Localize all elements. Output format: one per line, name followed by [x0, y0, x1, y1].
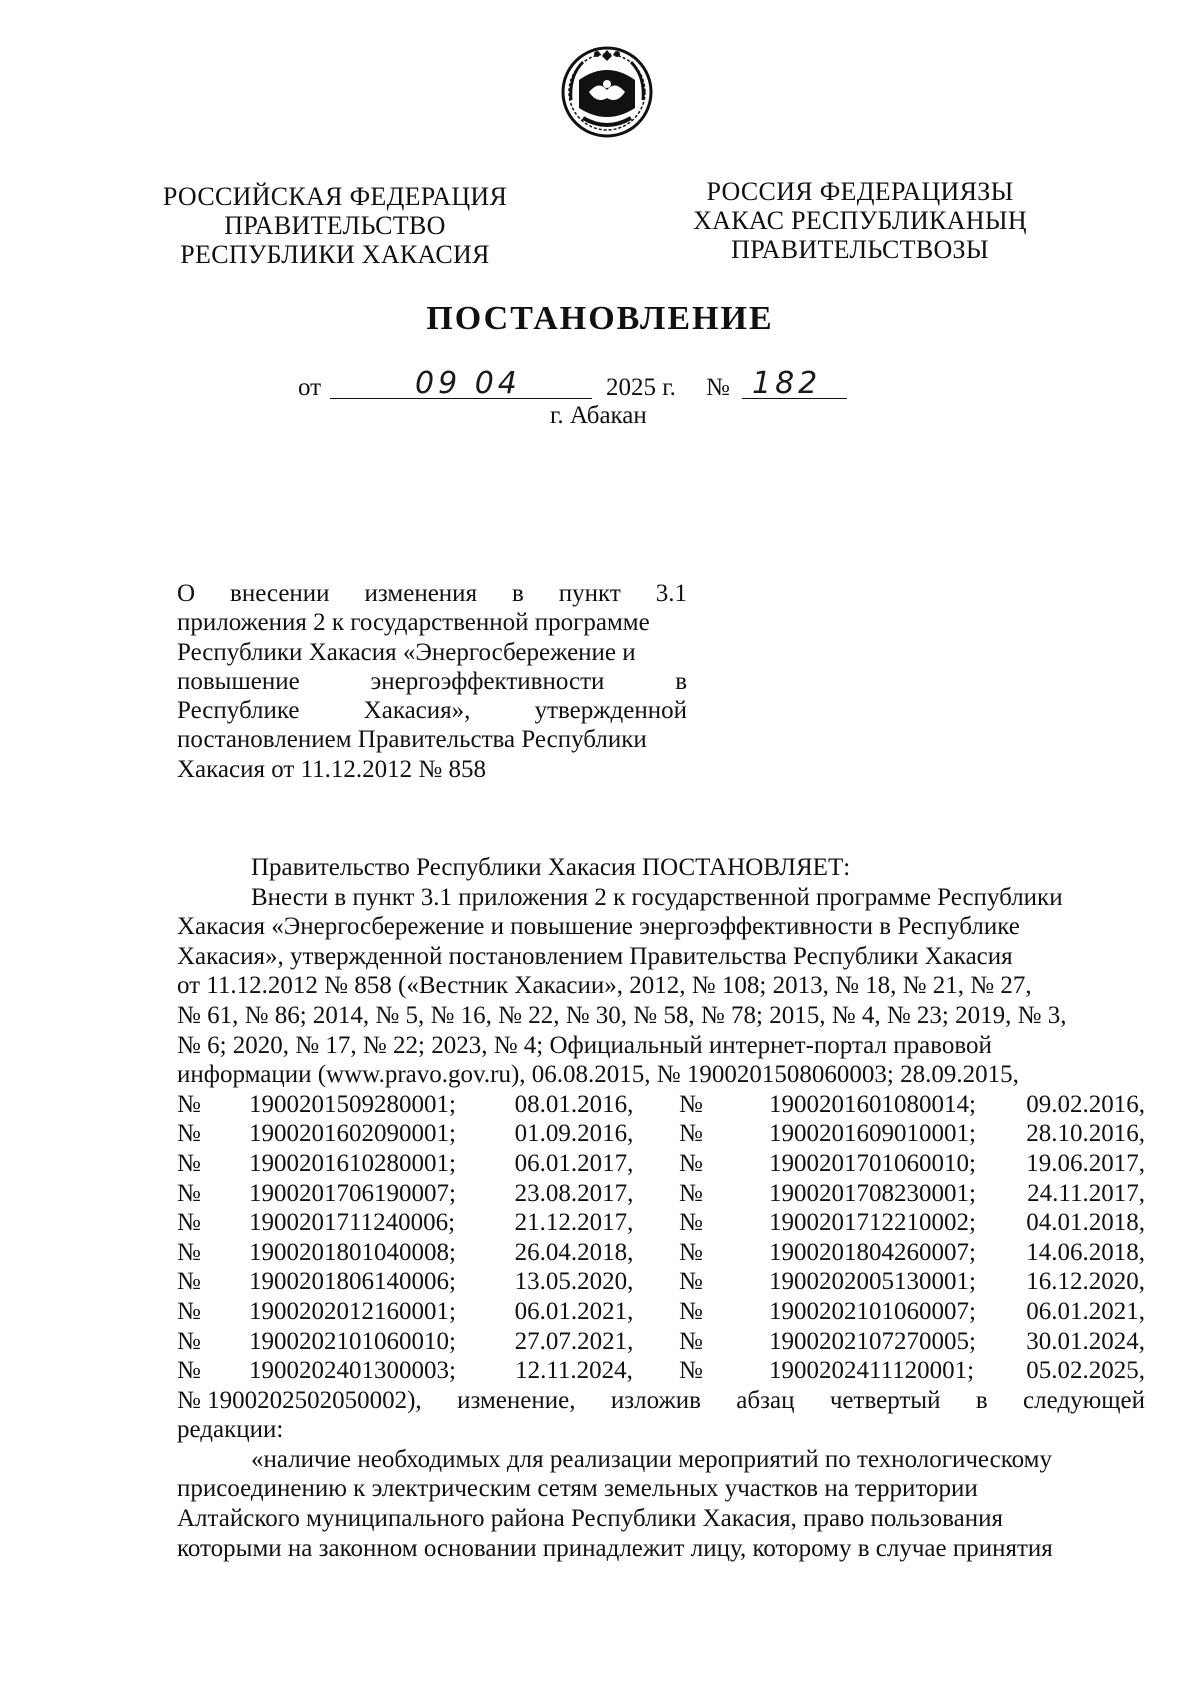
- text-word: присоединению к электрическим сетям земельных участков на территории: [177, 1475, 978, 1503]
- text-word: абзац: [736, 1386, 795, 1414]
- registry-cell: 24.11.2017,: [1027, 1179, 1145, 1207]
- registry-cell: №: [177, 1090, 201, 1118]
- text-word: Алтайского муниципального района Республики Хакасия, право пользования: [177, 1505, 1003, 1533]
- header-left-line: РЕСПУБЛИКИ ХАКАСИЯ: [180, 240, 490, 269]
- registry-cell: 1900201509280001;: [249, 1090, 456, 1118]
- body-line: [177, 971, 1145, 1001]
- registry-cell: №: [679, 1238, 703, 1266]
- registry-row: [177, 1267, 1145, 1297]
- body-line: [177, 1031, 1145, 1061]
- text-word: приложения 2 к государственной программе: [177, 609, 650, 637]
- subject-line: [177, 667, 687, 696]
- registry-cell: 1900201609010001;: [769, 1120, 976, 1148]
- registry-cell: 1900202107270005;: [769, 1327, 976, 1355]
- text-word: Хакасия»,: [363, 697, 471, 725]
- registry-cell: №: [177, 1357, 201, 1385]
- registry-cell: №: [177, 1327, 201, 1355]
- text-word: пункт: [558, 580, 621, 607]
- preamble: Правительство Республики Хакасия ПОСТАНОВЛЯЕТ:: [251, 854, 851, 881]
- text-word: внесении: [230, 580, 330, 607]
- text-word: Хакасия «Энергосбережение и повышение энергоэффективности в Республике: [177, 913, 1020, 941]
- registry-cell: 1900202101060007;: [769, 1297, 976, 1325]
- subject-line: [177, 755, 687, 784]
- header-left-block: [160, 182, 510, 269]
- subject-line: [177, 579, 687, 608]
- text-word: Внести в пункт 3.1 приложения 2 к государственной программе Республики: [251, 883, 1063, 911]
- year-label: 2025 г.: [606, 374, 676, 401]
- registry-cell: №: [177, 1268, 201, 1296]
- header-right-block: [690, 177, 1030, 264]
- registry-cell: 05.02.2025,: [1026, 1357, 1145, 1385]
- registry-cell: 19.06.2017,: [1026, 1149, 1145, 1177]
- registry-cell: 1900201708230001;: [769, 1179, 976, 1207]
- registry-cell: №: [679, 1149, 703, 1177]
- header-left-line: РОССИЙСКАЯ ФЕДЕРАЦИЯ: [162, 182, 508, 211]
- registry-cell: 28.10.2016,: [1026, 1120, 1145, 1148]
- registry-cell: 01.09.2016,: [514, 1120, 634, 1148]
- text-word: изменение,: [457, 1386, 576, 1414]
- subject-line: [177, 725, 687, 754]
- city-label: г. Абакан: [550, 402, 647, 429]
- registry-cell: 09.02.2016,: [1026, 1090, 1145, 1118]
- body-line: [177, 942, 1145, 972]
- registry-cell: 1900201804260007;: [769, 1238, 976, 1266]
- registry-cell: №: [177, 1238, 201, 1266]
- registry-cell: 04.01.2018,: [1026, 1209, 1145, 1237]
- text-word: № 1900202502050002),: [177, 1386, 422, 1414]
- text-word: постановлением Правительства Республики: [177, 726, 647, 754]
- header-right-line: ХАКАС РЕСПУБЛИКАНЫҢ: [693, 206, 1027, 235]
- registry-cell: 1900201706190007;: [249, 1179, 456, 1207]
- registry-cell: 26.04.2018,: [514, 1238, 634, 1266]
- header-right-line: ПРАВИТЕЛЬСТВОЗЫ: [731, 235, 989, 264]
- registry-cell: №: [679, 1209, 703, 1237]
- registry-cell: 27.07.2021,: [514, 1327, 634, 1355]
- quote-line: [177, 1445, 1145, 1475]
- registry-cell: 14.06.2018,: [1026, 1238, 1145, 1266]
- registry-row: [177, 1238, 1145, 1268]
- text-word: от 11.12.2012 № 858 («Вестник Хакасии», 2012, № 108; 2013, № 18, № 21, № 27,: [177, 972, 1032, 1000]
- text-word: изменения: [364, 580, 478, 607]
- registry-row: [177, 1327, 1145, 1357]
- text-word: которыми на законном основании принадлежит лицу, которому в случае принятия: [177, 1534, 1053, 1562]
- text-word: 3.1: [655, 580, 687, 607]
- registry-row: [177, 1119, 1145, 1149]
- header-right-line: РОССИЯ ФЕДЕРАЦИЯЗЫ: [706, 177, 1014, 206]
- body-line: [177, 883, 1145, 913]
- text-word: № 61, № 86; 2014, № 5, № 16, № 22, № 30, № 58, № 78; 2015, № 4, № 23; 2019, № 3,: [177, 1001, 1067, 1029]
- body-line: [177, 1001, 1145, 1031]
- quote-line: [177, 1534, 1145, 1564]
- text-word: повышение: [177, 667, 300, 695]
- registry-cell: №: [679, 1297, 703, 1325]
- registry-row: [177, 1179, 1145, 1209]
- text-word: в: [675, 667, 687, 695]
- registry-cell: 12.11.2024,: [515, 1357, 633, 1385]
- document-title: ПОСТАНОВЛЕНИЕ: [426, 300, 774, 337]
- text-word: Республики Хакасия «Энергосбережение и: [177, 638, 636, 666]
- registry-cell: №: [679, 1179, 703, 1207]
- text-word: Хакасия от 11.12.2012 № 858: [177, 755, 487, 783]
- registry-cell: 13.05.2020,: [514, 1268, 634, 1296]
- registry-cell: №: [679, 1090, 703, 1118]
- text-word: «наличие необходимых для реализации мероприятий по технологическому: [251, 1445, 1052, 1473]
- text-word: информации (www.pravo.gov.ru), 06.08.2015, № 1900201508060003; 28.09.2015,: [177, 1061, 1019, 1089]
- registry-cell: №: [679, 1120, 703, 1148]
- text-word: О: [177, 580, 196, 607]
- text-word: следующей: [1023, 1386, 1145, 1414]
- registry-cell: 1900201610280001;: [249, 1149, 456, 1177]
- registry-cell: №: [177, 1209, 201, 1237]
- body-line: [177, 1386, 1145, 1416]
- registry-cell: 23.08.2017,: [514, 1179, 634, 1207]
- subject-line: [177, 696, 687, 725]
- subject-line: [177, 608, 687, 637]
- registry-cell: 1900201711240006;: [249, 1209, 456, 1237]
- registry-cell: 08.01.2016,: [514, 1090, 634, 1118]
- text-word: в: [512, 580, 524, 607]
- quote-line: [177, 1474, 1145, 1504]
- registry-cell: 1900202005130001;: [769, 1268, 976, 1296]
- registry-cell: 16.12.2020,: [1026, 1268, 1145, 1296]
- registry-cell: №: [679, 1357, 703, 1385]
- registry-cell: 1900202411120001;: [769, 1357, 975, 1385]
- registry-row: [177, 1149, 1145, 1179]
- text-word: утвержденной: [534, 697, 687, 725]
- text-word: редакции:: [177, 1416, 284, 1444]
- registry-cell: 1900201601080014;: [769, 1090, 976, 1118]
- registry-cell: 21.12.2017,: [514, 1209, 634, 1237]
- subject-line: [177, 638, 687, 667]
- handwritten-number: 182: [752, 366, 822, 401]
- handwritten-date: 09 04: [415, 366, 521, 401]
- registry-row: [177, 1208, 1145, 1238]
- registry-cell: №: [177, 1297, 201, 1325]
- registry-cell: №: [177, 1149, 201, 1177]
- body-line: [177, 1060, 1145, 1090]
- registry-row: [177, 1297, 1145, 1327]
- registry-cell: №: [679, 1327, 703, 1355]
- coat-of-arms-emblem: [557, 40, 657, 140]
- registry-cell: 1900201801040008;: [249, 1238, 456, 1266]
- registry-row: [177, 1090, 1145, 1120]
- body-line: [177, 912, 1145, 942]
- from-label: от: [298, 374, 322, 401]
- body-line: [177, 1415, 1145, 1445]
- body-text: [177, 853, 1145, 1563]
- text-word: Республике: [177, 697, 300, 725]
- registry-cell: 1900202012160001;: [249, 1297, 456, 1325]
- text-word: № 6; 2020, № 17, № 22; 2023, № 4; Официальный интернет-портал правовой: [177, 1031, 992, 1059]
- registry-cell: 1900201602090001;: [249, 1120, 456, 1148]
- quote-line: [177, 1504, 1145, 1534]
- registry-cell: 1900201806140006;: [249, 1268, 456, 1296]
- text-word: энергоэффективности: [370, 667, 605, 695]
- registry-cell: 06.01.2017,: [514, 1149, 634, 1177]
- registry-cell: 06.01.2021,: [514, 1297, 634, 1325]
- text-word: четвертый: [829, 1386, 941, 1414]
- registry-cell: 1900201712210002;: [769, 1209, 976, 1237]
- registry-row: [177, 1356, 1145, 1386]
- registry-cell: №: [177, 1120, 201, 1148]
- registry-cell: 1900201701060010;: [769, 1149, 976, 1177]
- text-word: Хакасия», утвержденной постановлением Правительства Республики Хакасия: [177, 942, 1013, 970]
- text-word: в: [975, 1386, 988, 1414]
- registry-cell: №: [177, 1179, 201, 1207]
- text-word: изложив: [610, 1386, 701, 1414]
- registry-cell: 30.01.2024,: [1026, 1327, 1145, 1355]
- subject-block: [177, 579, 687, 784]
- registry-cell: 06.01.2021,: [1026, 1297, 1145, 1325]
- registry-cell: 1900202401300003;: [249, 1357, 456, 1385]
- registry-cell: 1900202101060010;: [249, 1327, 456, 1355]
- registry-cell: №: [679, 1268, 703, 1296]
- header-left-line: ПРАВИТЕЛЬСТВО: [224, 211, 446, 240]
- number-label: №: [706, 374, 730, 401]
